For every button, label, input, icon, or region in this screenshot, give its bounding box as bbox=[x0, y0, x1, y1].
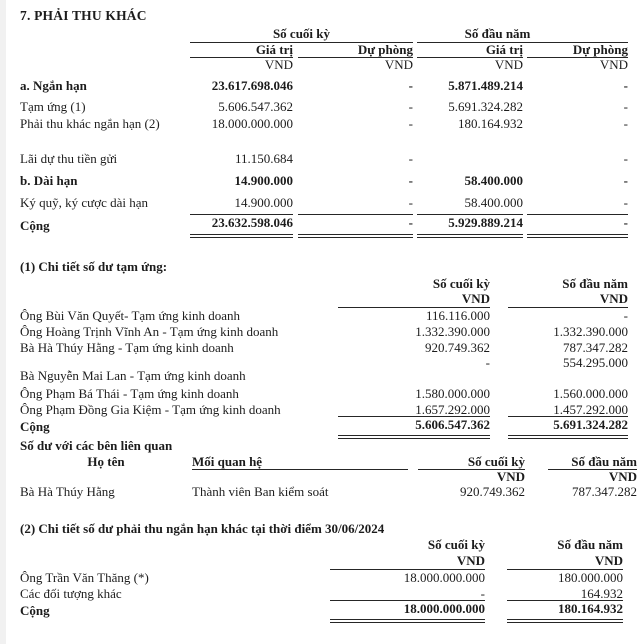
receivables-summary-table bbox=[20, 27, 628, 237]
unit-row bbox=[20, 554, 623, 570]
value-end-period: - bbox=[480, 585, 485, 601]
header-row bbox=[20, 537, 623, 554]
table-row bbox=[20, 602, 623, 621]
row-label: Ông Phạm Bá Thái - Tạm ứng kinh doanh bbox=[20, 385, 239, 401]
unit-row bbox=[20, 471, 637, 484]
value-end-period: 1.657.292.000 bbox=[415, 401, 490, 417]
unit-row bbox=[20, 58, 628, 73]
table-row bbox=[20, 192, 628, 215]
table-row bbox=[20, 570, 623, 586]
provision-end-period: - bbox=[408, 150, 413, 166]
unit-label: VND bbox=[384, 57, 413, 73]
table-row bbox=[20, 324, 628, 340]
unit-label: VND bbox=[508, 292, 628, 308]
provision-start-year: - bbox=[623, 116, 628, 132]
provision-end-period: - bbox=[408, 195, 413, 211]
value-end-period: 5.606.547.362 bbox=[338, 416, 490, 440]
row-label: a. Ngắn hạn bbox=[20, 77, 87, 93]
relationship: Thành viên Ban kiểm soát bbox=[192, 483, 329, 499]
value-start-year: 1.457.292.000 bbox=[553, 401, 628, 417]
summary-rows bbox=[20, 73, 628, 237]
col-header-start-year: Số đầu năm bbox=[548, 455, 637, 471]
other-receivables-rows bbox=[20, 570, 623, 621]
row-label: Ông Phạm Đồng Gia Kiệm - Tạm ứng kinh doanh bbox=[20, 401, 281, 417]
col-header-relationship: Mối quan hệ bbox=[192, 455, 408, 471]
row-label: b. Dài hạn bbox=[20, 172, 78, 188]
row-label: Lãi dự thu tiền gửi bbox=[20, 150, 118, 166]
header-row bbox=[20, 276, 628, 292]
provision-end-period: - bbox=[298, 214, 413, 238]
row-label: Ông Bùi Văn Quyết- Tạm ứng kinh doanh bbox=[20, 307, 240, 323]
value-end-period: 1.332.390.000 bbox=[415, 323, 490, 339]
value-start-year: 1.332.390.000 bbox=[553, 323, 628, 339]
col-header-end-period: Số cuối kỳ bbox=[432, 275, 490, 291]
table-row bbox=[20, 340, 628, 356]
value-end-period: 18.000.000.000 bbox=[330, 600, 485, 624]
provision-start-year: - bbox=[623, 99, 628, 115]
table-row bbox=[20, 148, 628, 170]
provision-start-year: - bbox=[623, 172, 628, 188]
header-row bbox=[20, 454, 637, 471]
row-label: Cộng bbox=[20, 419, 50, 435]
value-end-period: 920.749.362 bbox=[460, 483, 525, 499]
col-header-start-year: Số đầu năm bbox=[562, 275, 628, 291]
value-end-period: 116.116.000 bbox=[425, 307, 490, 323]
value-start-year: 180.164.932 bbox=[458, 116, 523, 132]
other-receivables-section bbox=[20, 520, 623, 621]
value-start-year: 180.000.000 bbox=[558, 569, 623, 585]
col-header-end-period: Số cuối kỳ bbox=[418, 455, 525, 471]
row-label: Ông Hoàng Trịnh Vĩnh An - Tạm ứng kinh doanh bbox=[20, 323, 279, 339]
provision-end-period: - bbox=[408, 77, 413, 93]
page-edge-shadow bbox=[0, 0, 6, 644]
value-start-year: 554.295.000 bbox=[563, 355, 628, 370]
provision-end-period: - bbox=[408, 116, 413, 132]
unit-label: VND bbox=[496, 469, 525, 485]
row-label: Phải thu khác ngắn hạn (2) bbox=[20, 116, 160, 132]
value-start-year: 5.691.324.282 bbox=[508, 416, 628, 440]
note-title: 7. PHẢI THU KHÁC bbox=[20, 8, 147, 23]
table-row bbox=[20, 308, 628, 324]
col-header-provision: Dự phòng bbox=[527, 43, 628, 59]
value-end-period: 14.900.000 bbox=[234, 195, 293, 211]
provision-end-period: - bbox=[408, 172, 413, 188]
unit-row bbox=[20, 292, 628, 308]
value-end-period: 920.749.362 bbox=[425, 339, 490, 355]
provision-end-period: - bbox=[408, 99, 413, 115]
value-end-period: 18.000.000.000 bbox=[211, 116, 293, 132]
provision-start-year: - bbox=[527, 214, 628, 238]
related-parties-section bbox=[20, 438, 637, 500]
col-header-start-year: Số đầu năm bbox=[557, 537, 623, 553]
sub-header-row bbox=[20, 43, 628, 58]
col-header-provision: Dự phòng bbox=[298, 43, 413, 59]
value-start-year: 787.347.282 bbox=[572, 483, 637, 499]
col-group-end-of-period: Số cuối kỳ bbox=[190, 27, 413, 43]
value-start-year: 58.400.000 bbox=[464, 172, 523, 188]
unit-label: VND bbox=[599, 57, 628, 73]
group-header-row bbox=[20, 27, 628, 43]
advance-detail-section bbox=[20, 258, 628, 437]
table-row bbox=[20, 170, 628, 192]
row-label: Ký quỹ, ký cược dài hạn bbox=[20, 195, 149, 211]
table-row bbox=[20, 215, 628, 237]
row-label: Ông Trần Văn Thăng (*) bbox=[20, 569, 149, 585]
row-label: Cộng bbox=[20, 603, 50, 619]
table-row bbox=[20, 73, 628, 99]
advance-detail-heading: (1) Chi tiết số dư tạm ứng: bbox=[20, 259, 168, 274]
value-end-period: - bbox=[485, 355, 490, 370]
table-row bbox=[20, 356, 628, 386]
value-start-year: 1.560.000.000 bbox=[553, 385, 628, 401]
provision-start-year: - bbox=[623, 150, 628, 166]
value-end-period: 1.580.000.000 bbox=[415, 385, 490, 401]
value-start-year: 58.400.000 bbox=[464, 195, 523, 211]
row-label: Tạm ứng (1) bbox=[20, 99, 86, 115]
unit-label: VND bbox=[330, 554, 485, 570]
value-end-period: 23.617.698.046 bbox=[211, 77, 293, 93]
row-label: Bà Nguyễn Mai Lan - Tạm ứng kinh doanh bbox=[20, 368, 246, 384]
row-label: Bà Hà Thúy Hằng - Tạm ứng kinh doanh bbox=[20, 339, 234, 355]
related-parties-rows bbox=[20, 484, 637, 500]
value-start-year: - bbox=[623, 307, 628, 323]
value-end-period: 14.900.000 bbox=[234, 172, 293, 188]
unit-label: VND bbox=[338, 292, 490, 308]
row-label: Các đối tượng khác bbox=[20, 585, 122, 601]
value-start-year: 164.932 bbox=[580, 585, 623, 601]
unit-label: VND bbox=[608, 469, 637, 485]
unit-label: VND bbox=[494, 57, 523, 73]
unit-label: VND bbox=[507, 554, 623, 570]
value-end-period: 5.606.547.362 bbox=[218, 99, 293, 115]
provision-start-year: - bbox=[623, 195, 628, 211]
col-header-name: Họ tên bbox=[87, 454, 125, 470]
value-start-year: 5.871.489.214 bbox=[448, 77, 523, 93]
other-receivables-heading: (2) Chi tiết số dư phải thu ngắn hạn khác tại thời điểm 30/06/2024 bbox=[20, 520, 385, 536]
table-row bbox=[20, 418, 628, 437]
value-start-year: 787.347.282 bbox=[563, 339, 628, 355]
value-end-period: 18.000.000.000 bbox=[403, 569, 485, 585]
value-start-year: 180.164.932 bbox=[507, 600, 623, 624]
value-start-year: 5.691.324.282 bbox=[448, 99, 523, 115]
advance-detail-rows bbox=[20, 308, 628, 437]
value-end-period: 23.632.598.046 bbox=[190, 214, 293, 238]
value-end-period: 11.150.684 bbox=[234, 150, 293, 166]
col-header-value: Giá trị bbox=[417, 43, 523, 59]
col-header-value: Giá trị bbox=[190, 43, 293, 59]
related-parties-heading: Số dư với các bên liên quan bbox=[20, 438, 173, 453]
table-row bbox=[20, 99, 628, 116]
provision-start-year: - bbox=[623, 77, 628, 93]
row-label: Cộng bbox=[20, 217, 50, 233]
table-row bbox=[20, 386, 628, 402]
col-group-start-of-year: Số đầu năm bbox=[417, 27, 628, 43]
person-name: Bà Hà Thúy Hằng bbox=[20, 483, 115, 499]
table-row bbox=[20, 484, 637, 500]
col-header-end-period: Số cuối kỳ bbox=[427, 537, 485, 553]
unit-label: VND bbox=[264, 57, 293, 73]
value-start-year: 5.929.889.214 bbox=[417, 214, 523, 238]
table-row bbox=[20, 116, 628, 133]
